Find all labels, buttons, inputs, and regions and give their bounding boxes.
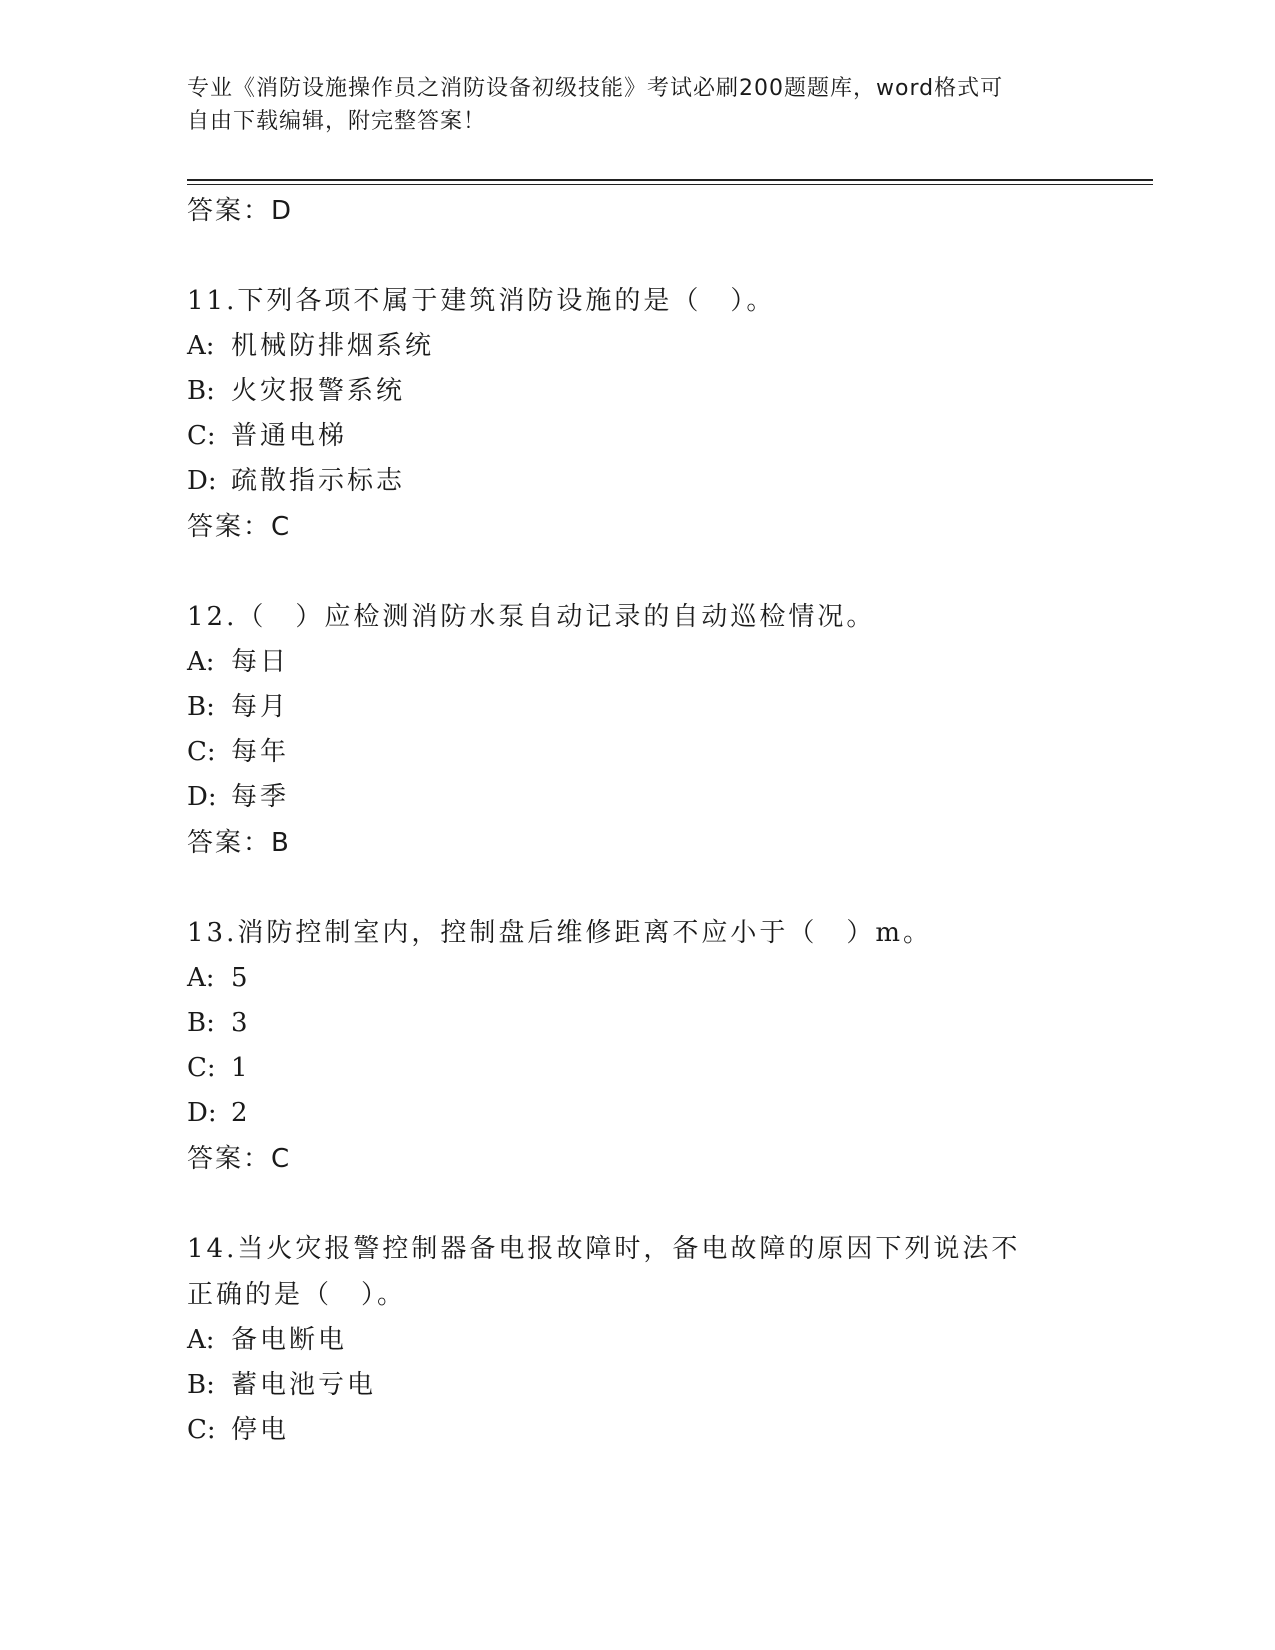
question-text: 11.下列各项不属于建筑消防设施的是（ ）。: [187, 286, 776, 316]
option-letter: B:: [187, 1370, 215, 1400]
option-text: 疏散指示标志: [231, 466, 406, 496]
option-letter: B:: [187, 376, 215, 406]
question-block-11: [187, 278, 1087, 550]
option-c: [187, 730, 1087, 775]
option-letter: A:: [187, 1325, 215, 1355]
question-list: [187, 188, 1087, 1453]
option-text: 备电断电: [231, 1325, 348, 1355]
option-text: 普通电梯: [231, 421, 348, 451]
option-text: 机械防排烟系统: [231, 331, 435, 361]
option-letter: D:: [187, 1098, 217, 1128]
option-d: [187, 1091, 1087, 1136]
option-b: [187, 1363, 1087, 1408]
option-a: [187, 640, 1087, 685]
option-letter: A:: [187, 647, 215, 677]
option-c: [187, 1046, 1087, 1091]
option-a: [187, 324, 1087, 369]
option-letter: D:: [187, 782, 217, 812]
option-a: [187, 956, 1087, 1001]
question-block-12: [187, 594, 1087, 866]
option-c: [187, 1408, 1087, 1453]
option-text: 每季: [231, 782, 290, 812]
option-letter: A:: [187, 331, 215, 361]
option-letter: C:: [187, 1053, 216, 1083]
header-rule-thick: [187, 179, 1153, 181]
header-line-2: 自由下载编辑，附完整答案！: [187, 109, 487, 134]
option-a: [187, 1318, 1087, 1363]
option-text: 每年: [231, 737, 290, 767]
previous-answer: 答案：D: [187, 196, 294, 226]
header-rule-thin: [187, 184, 1153, 185]
option-text: 每日: [231, 647, 290, 677]
option-letter: C:: [187, 1415, 216, 1445]
option-b: [187, 369, 1087, 414]
option-text: 每月: [231, 692, 290, 722]
answer-text: 答案：C: [187, 1144, 292, 1174]
question-block-13: [187, 910, 1087, 1182]
question-block-14: [187, 1226, 1087, 1453]
option-text: 1: [231, 1053, 251, 1083]
option-text: 5: [231, 963, 251, 993]
answer-text: 答案：B: [187, 828, 291, 858]
question-text: 14.当火灾报警控制器备电报故障时，备电故障的原因下列说法不正确的是（ ）。: [187, 1234, 1021, 1310]
option-c: [187, 414, 1087, 459]
option-b: [187, 1001, 1087, 1046]
answer-text: 答案：C: [187, 512, 292, 542]
option-b: [187, 685, 1087, 730]
option-text: 停电: [231, 1415, 290, 1445]
header-line-1: 专业《消防设施操作员之消防设备初级技能》考试必刷200题题库，word格式可: [187, 76, 1004, 101]
option-d: [187, 459, 1087, 504]
document-header: [187, 72, 1067, 138]
option-letter: D:: [187, 466, 217, 496]
option-letter: C:: [187, 737, 216, 767]
question-text: 12.（ ）应检测消防水泵自动记录的自动巡检情况。: [187, 602, 876, 632]
option-text: 火灾报警系统: [231, 376, 406, 406]
option-letter: A:: [187, 963, 215, 993]
option-d: [187, 775, 1087, 820]
question-text: 13.消防控制室内，控制盘后维修距离不应小于（ ）m。: [187, 918, 933, 948]
option-letter: B:: [187, 1008, 215, 1038]
option-letter: C:: [187, 421, 216, 451]
option-text: 蓄电池亏电: [231, 1370, 377, 1400]
option-text: 2: [231, 1098, 251, 1128]
option-letter: B:: [187, 692, 215, 722]
option-text: 3: [231, 1008, 251, 1038]
